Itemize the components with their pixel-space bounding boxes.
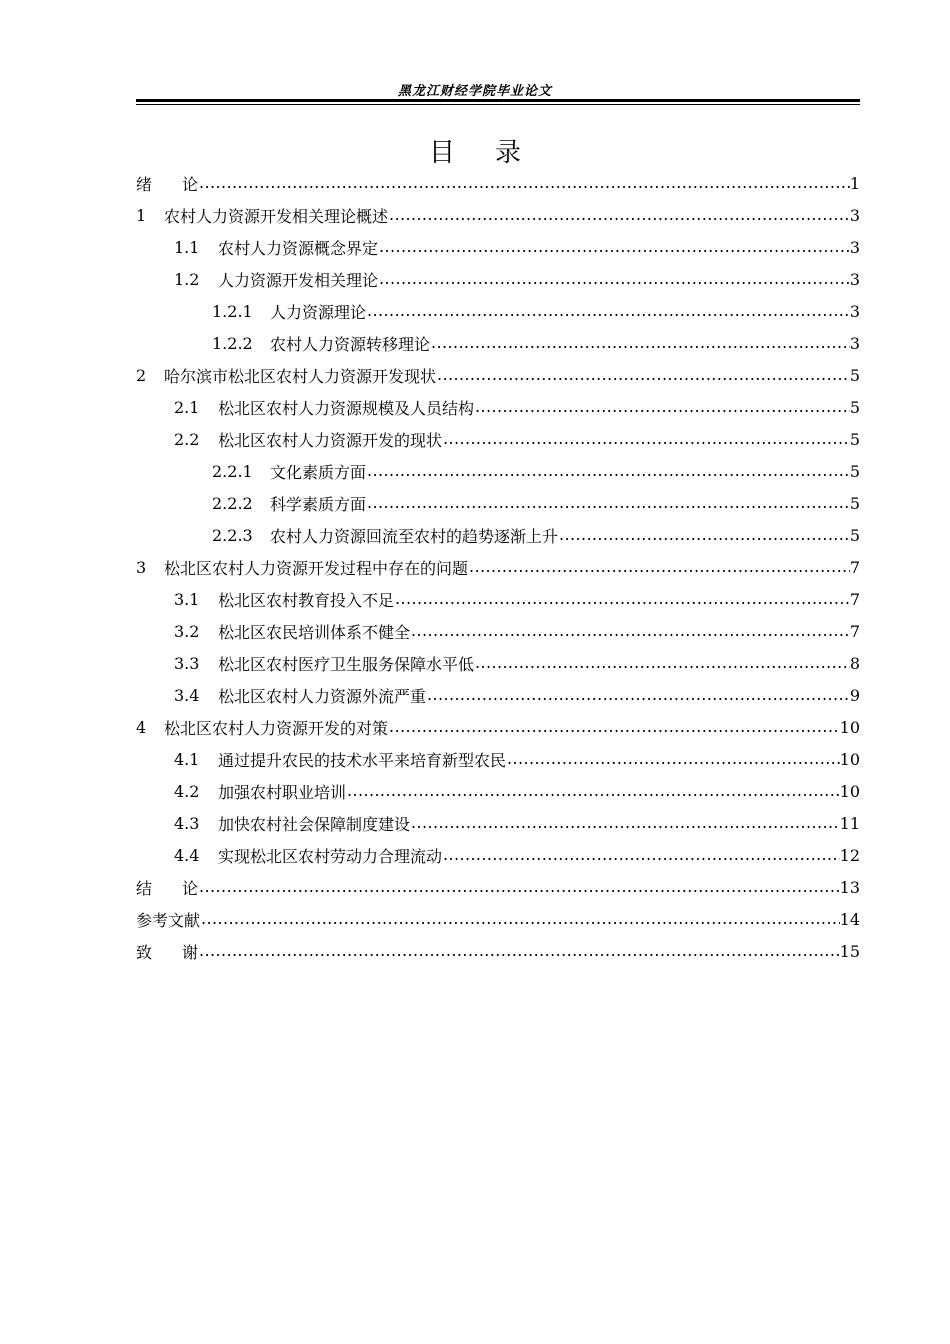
toc-entry[interactable] bbox=[136, 871, 860, 903]
toc-entry-label-char: 论 bbox=[182, 174, 199, 194]
toc-entry-label: 松北区农村人力资源开发的现状 bbox=[218, 430, 443, 450]
toc-entry[interactable] bbox=[136, 519, 860, 551]
toc-entry-label: 通过提升农民的技术水平来培育新型农民 bbox=[218, 750, 507, 770]
toc-entry-number: 4.4 bbox=[174, 845, 200, 865]
toc-entry-number: 4.2 bbox=[174, 781, 200, 801]
toc-entry-label: 农村人力资源回流至农村的趋势逐渐上升 bbox=[270, 526, 559, 546]
toc-entry-page: 5 bbox=[849, 429, 860, 449]
toc-leader-dots bbox=[367, 493, 850, 513]
toc-leader-dots bbox=[411, 621, 850, 641]
toc-entry-page: 15 bbox=[839, 941, 860, 961]
toc-entry[interactable] bbox=[136, 231, 860, 263]
toc-entry[interactable] bbox=[136, 903, 860, 935]
toc-entry[interactable] bbox=[136, 583, 860, 615]
toc-leader-dots bbox=[411, 813, 840, 833]
toc-entry-number: 3.3 bbox=[174, 653, 200, 673]
toc-leader-dots bbox=[559, 525, 850, 545]
toc-entry[interactable] bbox=[136, 647, 860, 679]
toc-entry-number: 1.2 bbox=[174, 269, 200, 289]
toc-entry-number: 3.4 bbox=[174, 685, 200, 705]
running-header: 黑龙江财经学院毕业论文 bbox=[397, 84, 552, 99]
toc-entry[interactable] bbox=[136, 679, 860, 711]
toc-entry-page: 14 bbox=[839, 909, 860, 929]
toc-leader-dots bbox=[367, 461, 850, 481]
toc-entry-page: 1 bbox=[849, 173, 860, 193]
toc-leader-dots bbox=[201, 909, 840, 929]
toc-entry-page: 5 bbox=[849, 365, 860, 385]
toc-entry-label: 松北区农村医疗卫生服务保障水平低 bbox=[218, 654, 475, 674]
toc-leader-dots bbox=[437, 365, 850, 385]
toc-entry-label: 松北区农村人力资源规模及人员结构 bbox=[218, 398, 475, 418]
toc-leader-dots bbox=[199, 173, 850, 193]
toc-entry-number: 2.2 bbox=[174, 429, 200, 449]
toc-entry-number: 2.1 bbox=[174, 397, 200, 417]
toc-entry-label: 加强农村职业培训 bbox=[218, 782, 347, 802]
toc-entry-number: 1 bbox=[136, 205, 147, 225]
toc-entry[interactable] bbox=[136, 935, 860, 967]
toc-entry[interactable] bbox=[136, 551, 860, 583]
toc-leader-dots bbox=[469, 557, 850, 577]
toc-entry[interactable] bbox=[136, 295, 860, 327]
toc-entry-label: 实现松北区农村劳动力合理流动 bbox=[218, 846, 443, 866]
toc-entry-page: 10 bbox=[839, 749, 860, 769]
toc-entry-label: 松北区农村人力资源开发过程中存在的问题 bbox=[164, 558, 469, 578]
toc-entry-label bbox=[136, 940, 198, 963]
toc-entry-number: 4 bbox=[136, 717, 147, 737]
toc-entry-page: 8 bbox=[849, 653, 860, 673]
toc-entry-number: 4.1 bbox=[174, 749, 200, 769]
toc-entry-label: 农村人力资源开发相关理论概述 bbox=[164, 206, 389, 226]
header-rule-thin bbox=[136, 104, 860, 105]
toc-entry[interactable] bbox=[136, 199, 860, 231]
toc-entry-number: 1.2.1 bbox=[212, 301, 253, 321]
toc-leader-dots bbox=[199, 941, 840, 961]
toc-entry-label: 农村人力资源概念界定 bbox=[218, 238, 379, 258]
toc-entry-page: 7 bbox=[849, 557, 860, 577]
toc-entry-label-char: 谢 bbox=[182, 942, 199, 962]
toc-entry-label: 松北区农村人力资源开发的对策 bbox=[164, 718, 389, 738]
header-rule-thick bbox=[136, 99, 860, 102]
toc-entry-number: 1.1 bbox=[174, 237, 200, 257]
toc-leader-dots bbox=[431, 333, 850, 353]
toc-entry-label: 人力资源理论 bbox=[270, 302, 367, 322]
toc-leader-dots bbox=[199, 877, 840, 897]
toc-entry[interactable] bbox=[136, 359, 860, 391]
toc-entry-page: 5 bbox=[849, 397, 860, 417]
toc-leader-dots bbox=[389, 205, 850, 225]
toc-entry-page: 3 bbox=[849, 301, 860, 321]
toc-entry-number: 2 bbox=[136, 365, 147, 385]
toc-entry-number: 1.2.2 bbox=[212, 333, 253, 353]
toc-leader-dots bbox=[379, 269, 850, 289]
toc-entry-label bbox=[136, 876, 198, 899]
toc-leader-dots bbox=[443, 429, 850, 449]
toc-entry-page: 5 bbox=[849, 493, 860, 513]
toc-entry[interactable] bbox=[136, 775, 860, 807]
toc-entry-number: 3 bbox=[136, 557, 147, 577]
toc-entry-page: 12 bbox=[839, 845, 860, 865]
toc-entry-page: 7 bbox=[849, 621, 860, 641]
toc-entry-label: 文化素质方面 bbox=[270, 462, 367, 482]
toc-entry[interactable] bbox=[136, 167, 860, 199]
toc-entry-label: 科学素质方面 bbox=[270, 494, 367, 514]
toc-entry-page: 3 bbox=[849, 269, 860, 289]
toc-entry-label: 松北区农村人力资源外流严重 bbox=[218, 686, 427, 706]
toc-leader-dots bbox=[347, 781, 840, 801]
toc-entry-number: 2.2.1 bbox=[212, 461, 253, 481]
toc-entry-page: 9 bbox=[849, 685, 860, 705]
toc-entry-number: 2.2.2 bbox=[212, 493, 253, 513]
toc-leader-dots bbox=[389, 717, 840, 737]
toc-entry-page: 7 bbox=[849, 589, 860, 609]
toc-title: 目录 bbox=[428, 138, 561, 168]
toc-entry-label bbox=[136, 172, 198, 195]
toc-entry[interactable] bbox=[136, 615, 860, 647]
toc-entry-page: 5 bbox=[849, 525, 860, 545]
toc-entry[interactable] bbox=[136, 263, 860, 295]
toc-entry[interactable] bbox=[136, 327, 860, 359]
toc-leader-dots bbox=[367, 301, 850, 321]
toc-entry[interactable] bbox=[136, 391, 860, 423]
toc-leader-dots bbox=[475, 397, 850, 417]
toc-leader-dots bbox=[379, 237, 850, 257]
toc-entry-label: 松北区农村教育投入不足 bbox=[218, 590, 395, 610]
toc-entry-number: 2.2.3 bbox=[212, 525, 253, 545]
toc-entry-page: 13 bbox=[839, 877, 860, 897]
toc-entry-label: 人力资源开发相关理论 bbox=[218, 270, 379, 290]
toc-entry[interactable] bbox=[136, 839, 860, 871]
toc-entry[interactable] bbox=[136, 807, 860, 839]
table-of-contents bbox=[136, 167, 860, 967]
toc-entry-page: 10 bbox=[839, 781, 860, 801]
toc-entry-number: 4.3 bbox=[174, 813, 200, 833]
toc-leader-dots bbox=[443, 845, 840, 865]
toc-leader-dots bbox=[395, 589, 850, 609]
toc-entry-page: 3 bbox=[849, 205, 860, 225]
toc-entry-label-char: 绪 bbox=[136, 174, 183, 194]
toc-entry-page: 10 bbox=[839, 717, 860, 737]
toc-entry-number: 3.2 bbox=[174, 621, 200, 641]
toc-entry[interactable] bbox=[136, 423, 860, 455]
toc-leader-dots bbox=[507, 749, 840, 769]
toc-entry-page: 11 bbox=[839, 813, 860, 833]
toc-entry[interactable] bbox=[136, 487, 860, 519]
toc-entry[interactable] bbox=[136, 455, 860, 487]
toc-entry-page: 3 bbox=[849, 237, 860, 257]
toc-entry-page: 5 bbox=[849, 461, 860, 481]
toc-leader-dots bbox=[475, 653, 850, 673]
toc-leader-dots bbox=[427, 685, 850, 705]
toc-entry-label: 松北区农民培训体系不健全 bbox=[218, 622, 411, 642]
toc-entry-label: 参考文献 bbox=[136, 910, 201, 930]
toc-entry[interactable] bbox=[136, 711, 860, 743]
toc-entry-label-char: 结 bbox=[136, 878, 183, 898]
toc-entry-label-char: 论 bbox=[182, 878, 199, 898]
toc-entry-page: 3 bbox=[849, 333, 860, 353]
toc-entry-number: 3.1 bbox=[174, 589, 200, 609]
toc-entry[interactable] bbox=[136, 743, 860, 775]
toc-entry-label: 加快农村社会保障制度建设 bbox=[218, 814, 411, 834]
toc-entry-label: 哈尔滨市松北区农村人力资源开发现状 bbox=[164, 366, 437, 386]
toc-entry-label-char: 致 bbox=[136, 942, 183, 962]
toc-entry-label: 农村人力资源转移理论 bbox=[270, 334, 431, 354]
